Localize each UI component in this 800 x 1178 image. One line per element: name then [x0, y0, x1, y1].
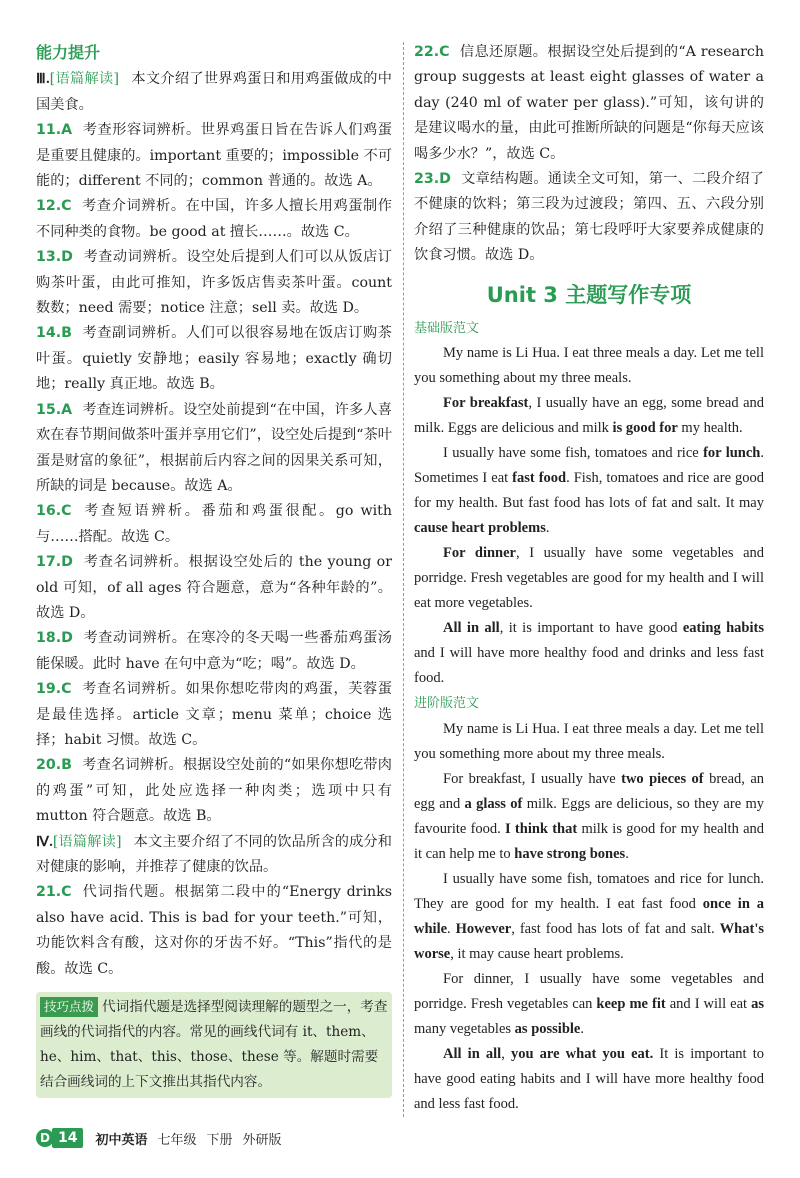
- answer-item: [36, 398, 392, 500]
- passage-tag: [语篇解读]: [49, 71, 120, 88]
- essay-paragraph: My name is Li Hua. I eat three meals a day. Let me tell you something more about my three meals.: [414, 720, 764, 762]
- footer-press: 外研版: [242, 1132, 282, 1148]
- answer-number: 13.D: [36, 249, 73, 266]
- answer-item: [36, 321, 392, 397]
- answer-text: 文章结构题。通读全文可知，第一、二段介绍了不健康的饮料；第三段为过渡段；第四、五、六段分别介绍了三种健康的饮品；第七段呼吁大家要养成健康的饮食习惯。故选 D。: [414, 171, 764, 264]
- answer-text: 考查短语辨析。番茄和鸡蛋很配。go with 与……搭配。故选 C。: [36, 503, 392, 545]
- answer-number: 21.C: [36, 884, 72, 901]
- essay-paragraph: For breakfast, I usually have an egg, some bread and milk. Eggs are delicious and milk is good for my health.: [414, 395, 765, 437]
- answer-item: [414, 40, 764, 167]
- unit-title: Unit 3 主题写作专项: [486, 282, 692, 307]
- tip-box: [36, 992, 392, 1098]
- tip-badge: 技巧点拨: [40, 997, 98, 1017]
- answer-text: 考查介词辨析。在中国，许多人擅长用鸡蛋制作不同种类的食物。be good at 擅长……。故选 C。: [36, 198, 392, 240]
- answer-number: 12.C: [36, 198, 72, 215]
- column-divider: [403, 42, 404, 1117]
- basic-essay: [414, 341, 764, 691]
- roman-numeral: Ⅲ.: [36, 71, 50, 88]
- answer-number: 14.B: [36, 325, 72, 342]
- answer-item: [414, 167, 764, 269]
- answer-item: [36, 880, 392, 982]
- answer-number: 11.A: [36, 122, 73, 139]
- answer-text: 考查名词辨析。根据设空处后的 the young or old 可知，of all ages 符合题意，意为“各种年龄的”。故选 D。: [36, 554, 392, 621]
- roman-numeral: Ⅳ.: [36, 833, 53, 850]
- answer-number: 18.D: [36, 630, 73, 647]
- answer-number: 17.D: [36, 554, 73, 571]
- answer-number: 20.B: [36, 757, 72, 774]
- answer-item: [36, 499, 392, 550]
- basic-essay-label: 基础版范文: [414, 321, 480, 337]
- answer-item: [36, 194, 392, 245]
- answer-text: 代词指代题。根据第二段中的“Energy drinks also have acid. This is bad for your teeth.”可知，功能饮料含有酸，这对你的牙齿不好。“This”指代的是酸。故选 C。: [36, 884, 392, 977]
- section-title: 能力提升: [36, 43, 101, 62]
- footer-d-badge: D: [36, 1129, 54, 1147]
- answer-item: [36, 550, 392, 626]
- tip-text: 代词指代题是选择型阅读理解的题型之一，考查画线的代词指代的内容。常见的画线代词有 it、them、he、him、that、this、those、these 等。解题时需要结合画线词的上下文推出其指代内容。: [40, 999, 388, 1091]
- answer-item: [36, 626, 392, 677]
- essay-paragraph: All in all, you are what you eat. It is important to have good eating habits and I will have more healthy food and less fast food.: [414, 1045, 764, 1112]
- answer-number: 16.C: [36, 503, 72, 520]
- essay-paragraph: My name is Li Hua. I eat three meals a day. Let me tell you something about my three meals.: [414, 345, 764, 387]
- advanced-essay: [414, 717, 764, 1117]
- right-column: [414, 40, 764, 1117]
- answer-text: 考查形容词辨析。世界鸡蛋日旨在告诉人们鸡蛋是重要且健康的。important 重要的；impossible 不可能的；different 不同的；common 普通的。故选 A。: [36, 122, 392, 190]
- answer-item: [36, 118, 392, 194]
- passage-4-intro: [36, 830, 392, 881]
- essay-paragraph: I usually have some fish, tomatoes and rice for lunch. Sometimes I eat fast food. Fish, tomatoes and rice are good for my health. But fast food has lots of fat and salt. It may cause heart problems.: [414, 445, 764, 537]
- answer-number: 23.D: [414, 171, 451, 188]
- answer-item: [36, 753, 392, 829]
- footer-grade: 七年级: [157, 1132, 197, 1148]
- passage-3-intro: [36, 67, 392, 118]
- essay-paragraph: For dinner, I usually have some vegetables and porridge. Fresh vegetables are good for my health and I will eat more vegetables.: [414, 545, 765, 612]
- answer-text: 考查名词辨析。根据设空处前的“如果你想吃带肉的鸡蛋”可知，此处应选择一种肉类；选项中只有 mutton 符合题意。故选 B。: [36, 757, 392, 825]
- answer-item: [36, 677, 392, 753]
- footer-book: 初中英语: [95, 1132, 148, 1148]
- essay-paragraph: All in all, it is important to have good eating habits and I will have more healthy food and drinks and less fast food.: [414, 620, 764, 687]
- answer-text: 考查动词辨析。在寒冷的冬天喝一些番茄鸡蛋汤能保暖。此时 have 在句中意为“吃；喝”。故选 D。: [36, 630, 392, 672]
- answer-text: 考查动词辨析。设空处后提到人们可以从饭店订购茶叶蛋，由此可推知，许多饭店售卖茶叶蛋。count 数数；need 需要；notice 注意；sell 卖。故选 D。: [36, 249, 392, 317]
- answer-number: 22.C: [414, 44, 450, 60]
- footer-term: 下册: [206, 1132, 233, 1148]
- essay-paragraph: For dinner, I usually have some vegetables and porridge. Fresh vegetables can keep me fit and I will eat as many vegetables as possible.: [414, 970, 764, 1037]
- answer-number: 19.C: [36, 681, 72, 698]
- passage-tag: [语篇解读]: [52, 833, 122, 850]
- essay-paragraph: I usually have some fish, tomatoes and rice for lunch. They are good for my health. I eat fast food once in a while. However, fast food has lots of fat and salt. What's worse, it may cause heart problems.: [414, 870, 764, 962]
- essay-paragraph: For breakfast, I usually have two pieces of bread, an egg and a glass of milk. Eggs are delicious, so they are my favourite food. I think that milk is good for my health and it can help me to have strong bones.: [414, 770, 765, 862]
- answer-text: 信息还原题。根据设空处后提到的“A research group suggests at least eight glasses of water a day (240 ml of water per glass).”可知，该句讲的是建议喝水的量，由此可推断所缺的问题是“你每天应该喝多少水？”，故选 C。: [414, 44, 764, 162]
- answer-item: [36, 245, 392, 321]
- left-column: [36, 40, 392, 1098]
- answer-text: 考查连词辨析。设空处前提到“在中国，许多人喜欢在春节期间做茶叶蛋并享用它们”，设空处后提到“茶叶蛋是财富的象征”，根据前后内容之间的因果关系可知，所缺的词是 because。故选 A。: [36, 401, 392, 494]
- page-number: 14: [52, 1128, 83, 1148]
- answer-text: 考查副词辨析。人们可以很容易地在饭店订购茶叶蛋。quietly 安静地；easily 容易地；exactly 确切地；really 真正地。故选 B。: [36, 325, 392, 393]
- advanced-essay-label: 进阶版范文: [414, 696, 480, 712]
- page-footer: [36, 1128, 282, 1148]
- answer-text: 考查名词辨析。如果你想吃带肉的鸡蛋，芙蓉蛋是最佳选择。article 文章；menu 菜单；choice 选择；habit 习惯。故选 C。: [36, 681, 392, 748]
- answer-number: 15.A: [36, 401, 73, 418]
- passage-summary: 本文主要介绍了不同的饮品所含的成分和对健康的影响，并推荐了健康的饮品。: [36, 833, 392, 875]
- passage-summary: 本文介绍了世界鸡蛋日和用鸡蛋做成的中国美食。: [36, 71, 392, 113]
